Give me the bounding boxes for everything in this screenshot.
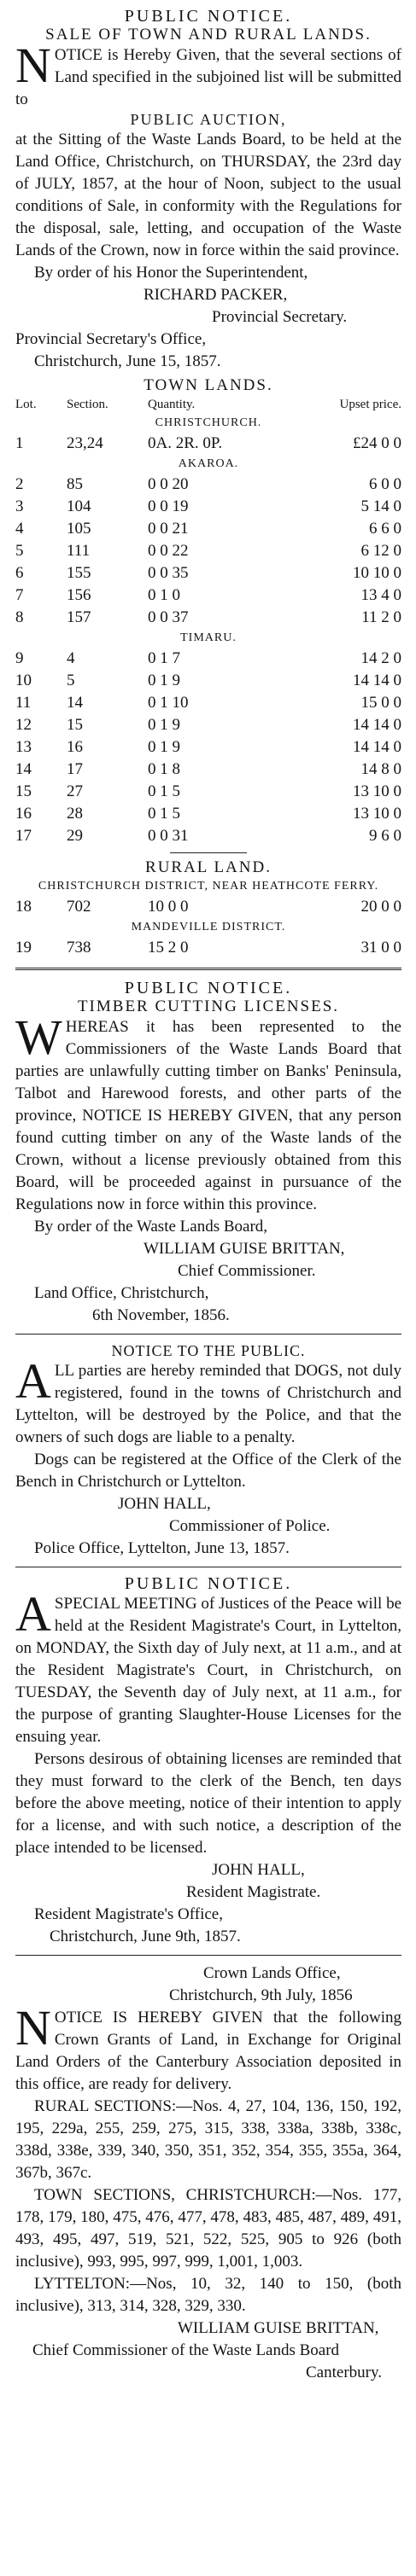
lot-cell: 4 [15, 520, 24, 538]
rural-land-table [15, 877, 401, 959]
section-cell: 17 [67, 760, 83, 778]
notice-heading: PUBLIC NOTICE. [124, 7, 293, 26]
signer-name: WILLIAM GUISE BRITTAN, [144, 1240, 345, 1258]
town-sections: TOWN SECTIONS, CHRISTCHURCH:—Nos. 177, 178, 179, 180, 475, 476, 477, 478, 483, 485, 487, 489, 491, 493, 495, 497, 519, 521, 522, 525, 905 to 926 (both inclusive), 993, 995, 997, 999, 1,001, 1,003. [15, 2186, 401, 2271]
quantity-cell: 0 1 5 [148, 805, 180, 823]
table-row [15, 759, 401, 781]
price-cell: 13 4 0 [360, 586, 401, 604]
section-cell: 23,24 [67, 434, 103, 452]
signer-name: RICHARD PACKER, [144, 286, 288, 304]
table-row [15, 896, 401, 918]
quantity-cell: 0 1 9 [148, 738, 180, 756]
district-name: CHRISTCHURCH DISTRICT, NEAR HEATHCOTE FERRY. [38, 880, 379, 893]
quantity-cell: 0 1 0 [148, 586, 180, 604]
notice-paragraph: By order of the Waste Lands Board, [34, 1218, 268, 1236]
price-cell: 20 0 0 [360, 898, 401, 916]
table-row [15, 607, 401, 629]
price-cell: 14 2 0 [360, 649, 401, 667]
quantity-cell: 0 0 21 [148, 520, 189, 538]
quantity-cell: 10 0 0 [148, 898, 189, 916]
date-line: Police Office, Lyttelton, June 13, 1857. [34, 1539, 290, 1557]
price-cell: 5 14 0 [360, 497, 401, 515]
quantity-cell: 0 0 35 [148, 564, 189, 582]
lot-cell: 19 [15, 939, 32, 957]
section-cell: 111 [67, 542, 91, 560]
section-cell: 16 [67, 738, 83, 756]
lot-cell: 11 [15, 694, 32, 712]
table-row [15, 781, 401, 803]
lyttelton-sections: LYTTELTON:—Nos, 10, 32, 140 to 150, (both inclusive), 313, 314, 328, 329, 330. [15, 2275, 401, 2315]
office-line: Land Office, Christchurch, [34, 1284, 209, 1302]
divider [15, 1334, 401, 1335]
col-price-header: Upset price. [339, 397, 401, 411]
table-row [15, 540, 401, 562]
newspaper-column [15, 0, 401, 2384]
quantity-cell: 0 1 8 [148, 760, 180, 778]
quantity-cell: 0 0 31 [148, 827, 189, 845]
lot-cell: 9 [15, 649, 24, 667]
lot-cell: 6 [15, 564, 24, 582]
lot-cell: 7 [15, 586, 24, 604]
price-cell: 15 0 0 [360, 694, 401, 712]
date-line: Christchurch, 9th July, 1856 [169, 1986, 353, 2004]
notice-subheading: SALE OF TOWN AND RURAL LANDS. [45, 26, 372, 44]
divider [170, 852, 247, 853]
quantity-cell: 0 1 10 [148, 694, 189, 712]
lot-cell: 17 [15, 827, 32, 845]
notice-paragraph: WHEREAS it has been represented to the Commissioners of the Waste Lands Board that parties are unlawfully cutting timber on Banks' Peninsula, Talbot and Harewood forests, and other parts of the province, NOTICE IS HEREBY GIVEN, that any person found cutting timber on any of the Waste lands of the Crown, without a license previously obtained from this Board, will be proceeded against in pursuance of the Regulations now in force within this province. [15, 1009, 401, 1213]
divider [15, 1955, 401, 1956]
lot-cell: 10 [15, 672, 32, 689]
town-lands-body [15, 414, 401, 847]
district-name: TIMARU. [180, 631, 237, 644]
table-header-row [15, 395, 401, 414]
lot-cell: 3 [15, 497, 24, 515]
district-name: AKAROA. [178, 457, 239, 470]
office-line: Resident Magistrate's Office, [34, 1905, 223, 1923]
section-cell: 4 [67, 649, 75, 667]
section-cell: 157 [67, 608, 91, 626]
section-cell: 702 [67, 898, 91, 916]
notice-timber [15, 979, 401, 1327]
district-row [15, 629, 401, 648]
signer-name: JOHN HALL, [212, 1861, 305, 1879]
quantity-cell: 0A. 2R. 0P. [148, 434, 223, 452]
lot-cell: 1 [15, 434, 24, 452]
signer-title: Provincial Secretary. [212, 308, 348, 326]
price-cell: 11 2 0 [361, 608, 401, 626]
quantity-cell: 0 1 5 [148, 782, 180, 800]
price-cell: £24 0 0 [353, 434, 401, 452]
section-cell: 29 [67, 827, 83, 845]
section-cell: 28 [67, 805, 83, 823]
table-row [15, 433, 401, 455]
table-row [15, 937, 401, 959]
section-cell: 155 [67, 564, 91, 582]
price-cell: 10 10 0 [353, 564, 401, 582]
section-cell: 5 [67, 672, 75, 689]
section-cell: 27 [67, 782, 83, 800]
col-quantity-header: Quantity. [148, 397, 196, 411]
table-heading: TOWN LANDS. [144, 376, 273, 394]
date-line: 6th November, 1856. [92, 1306, 230, 1324]
price-cell: 6 0 0 [369, 475, 401, 493]
price-cell: 13 10 0 [353, 805, 401, 823]
notice-subheading: TIMBER CUTTING LICENSES. [77, 997, 340, 1015]
col-lot-header: Lot. [15, 397, 37, 411]
notice-paragraph: Persons desirous of obtaining licenses are reminded that they must forward to the clerk of the Bench, ten days before the above meeting, notice of their intention to apply for a license, and with such notice, a description of the place intended to be licensed. [15, 1750, 401, 1857]
signer-title: Chief Commissioner. [178, 1262, 316, 1280]
quantity-cell: 0 0 22 [148, 542, 189, 560]
lot-cell: 5 [15, 542, 24, 560]
price-cell: 6 12 0 [360, 542, 401, 560]
table-row [15, 518, 401, 540]
quantity-cell: 0 1 9 [148, 672, 180, 689]
col-section-header: Section. [67, 397, 108, 411]
table-row [15, 736, 401, 759]
office-line: Crown Lands Office, [203, 1964, 341, 1982]
divider [15, 968, 401, 970]
notice-paragraph: ALL parties are hereby reminded that DOGS, not duly registered, found in the towns of Christchurch and Lyttelton, will be destroyed by the Police, and that the owners of such dogs are liable to a penalty. [15, 1353, 401, 1446]
quantity-cell: 15 2 0 [148, 939, 189, 957]
lot-cell: 14 [15, 760, 32, 778]
lot-cell: 16 [15, 805, 32, 823]
notice-paragraph: By order of his Honor the Superintendent, [34, 264, 308, 282]
auction-heading: PUBLIC AUCTION, [130, 111, 287, 128]
price-cell: 14 8 0 [360, 760, 401, 778]
table-row [15, 562, 401, 584]
district-row [15, 455, 401, 474]
rural-land-body [15, 877, 401, 959]
notice-heading: PUBLIC NOTICE. [124, 1574, 293, 1593]
signer-title: Resident Magistrate. [186, 1883, 321, 1901]
price-cell: 14 14 0 [353, 716, 401, 734]
notice-dogs [15, 1341, 401, 1560]
table-row [15, 825, 401, 847]
price-cell: 9 6 0 [369, 827, 401, 845]
section-cell: 14 [67, 694, 83, 712]
quantity-cell: 0 1 7 [148, 649, 180, 667]
lot-cell: 15 [15, 782, 32, 800]
town-lands-table [15, 395, 401, 847]
notice-land-sale [15, 7, 401, 373]
table-row [15, 692, 401, 714]
district-name: CHRISTCHURCH. [155, 416, 262, 429]
section-cell: 85 [67, 475, 83, 493]
table-heading: RURAL LAND. [145, 858, 272, 876]
notice-justices [15, 1574, 401, 1948]
signer-title: Commissioner of Police. [169, 1517, 331, 1535]
table-row [15, 496, 401, 518]
notice-crown-grants [15, 1963, 401, 2384]
notice-paragraph: at the Sitting of the Waste Lands Board, to be held at the Land Office, Christchurch, on THURSDAY, the 23rd day of JULY, 1857, at the hour of Noon, subject to the usual conditions of Sale, in conformity with the Regulations for the disposal, sale, letting, and occupation of the Waste Lands of the Crown, now in force within the said province. [15, 131, 401, 259]
quantity-cell: 0 0 37 [148, 608, 189, 626]
district-name: MANDEVILLE DISTRICT. [131, 921, 286, 933]
notice-heading: NOTICE TO THE PUBLIC. [111, 1342, 306, 1359]
lot-cell: 18 [15, 898, 32, 916]
office-line: Provincial Secretary's Office, [15, 330, 207, 348]
table-row [15, 670, 401, 692]
table-row [15, 648, 401, 670]
price-cell: 6 6 0 [369, 520, 401, 538]
quantity-cell: 0 1 9 [148, 716, 180, 734]
lot-cell: 8 [15, 608, 24, 626]
district-row [15, 918, 401, 937]
signer-name: JOHN HALL, [118, 1495, 211, 1513]
lot-cell: 12 [15, 716, 32, 734]
price-cell: 14 14 0 [353, 738, 401, 756]
section-cell: 15 [67, 716, 83, 734]
section-cell: 104 [67, 497, 91, 515]
district-row [15, 414, 401, 433]
rural-sections: RURAL SECTIONS:—Nos. 4, 27, 104, 136, 150, 192, 195, 229a, 255, 259, 275, 315, 338, 338a, 338b, 338c, 338d, 338e, 339, 340, 350, 351, 352, 354, 355, 355a, 364, 367b, 367c. [15, 2097, 401, 2182]
notice-paragraph: ASPECIAL MEETING of Justices of the Peace will be held at the Resident Magistrate's Court, in Lyttelton, on MONDAY, the Sixth day of July next, at 11 a.m., and at the Resident Magistrate's Court, in Christchurch, on TUESDAY, the Seventh day of July next, at 11 a.m., for the purpose of granting Slaughter-House Licenses for the ensuing year. [15, 1586, 401, 1746]
table-row [15, 474, 401, 496]
signer-title: Chief Commissioner of the Waste Lands Board [32, 2341, 340, 2359]
quantity-cell: 0 0 20 [148, 475, 189, 493]
section-cell: 156 [67, 586, 91, 604]
table-row [15, 584, 401, 607]
price-cell: 31 0 0 [360, 939, 401, 957]
quantity-cell: 0 0 19 [148, 497, 189, 515]
price-cell: 14 14 0 [353, 672, 401, 689]
signer-name: WILLIAM GUISE BRITTAN, [178, 2319, 379, 2337]
section-cell: 738 [67, 939, 91, 957]
signer-place: Canterbury. [306, 2364, 382, 2381]
lot-cell: 13 [15, 738, 32, 756]
notice-paragraph: NOTICE IS HEREBY GIVEN that the following Crown Grants of Land, in Exchange for Original Land Orders of the Canterbury Association deposited in this office, are ready for delivery. [15, 2000, 401, 2093]
lot-cell: 2 [15, 475, 24, 493]
price-cell: 13 10 0 [353, 782, 401, 800]
notice-heading: PUBLIC NOTICE. [124, 979, 293, 997]
notice-paragraph: Dogs can be registered at the Office of the Clerk of the Bench in Christchurch or Lyttelton. [15, 1451, 401, 1491]
date-line: Christchurch, June 15, 1857. [34, 352, 221, 370]
district-row [15, 877, 401, 896]
section-cell: 105 [67, 520, 91, 538]
table-row [15, 803, 401, 825]
notice-paragraph: NOTICE is Hereby Given, that the several sections of Land specified in the subjoined list will be submitted to [15, 38, 401, 108]
table-row [15, 714, 401, 736]
date-line: Christchurch, June 9th, 1857. [50, 1928, 241, 1945]
